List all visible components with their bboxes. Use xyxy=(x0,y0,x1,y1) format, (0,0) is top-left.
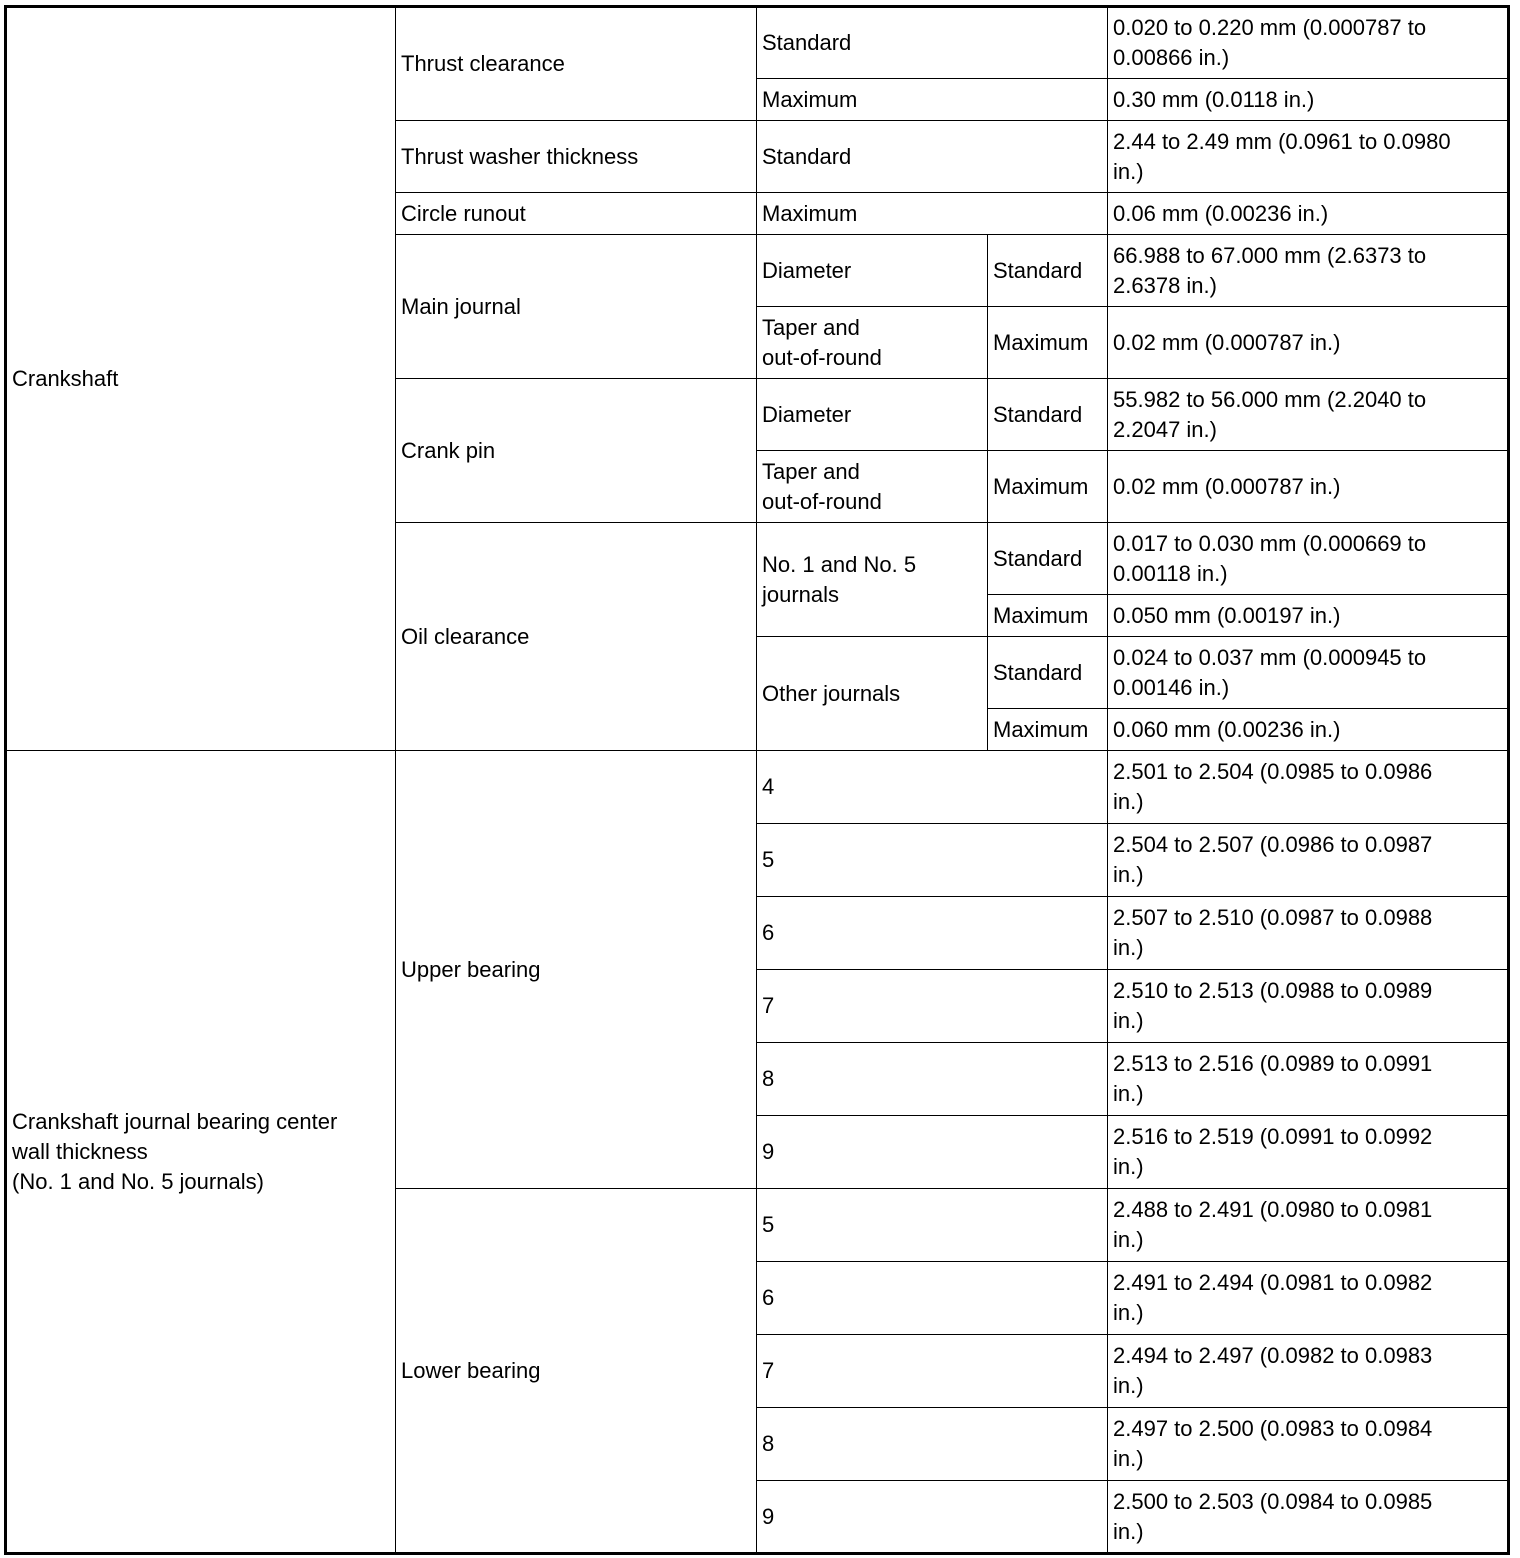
value-cell: 2.491 to 2.494 (0.0981 to 0.0982 in.) xyxy=(1108,1262,1509,1335)
item-cell: Lower bearing xyxy=(396,1189,757,1554)
condition-cell: Maximum xyxy=(988,709,1108,751)
condition-cell: Standard xyxy=(988,637,1108,709)
item-cell: Crank pin xyxy=(396,379,757,523)
item-cell: Circle runout xyxy=(396,193,757,235)
value-cell: 0.02 mm (0.000787 in.) xyxy=(1108,451,1509,523)
condition-cell: Maximum xyxy=(988,451,1108,523)
item-cell: Main journal xyxy=(396,235,757,379)
item-cell: Thrust clearance xyxy=(396,7,757,121)
value-cell: 0.050 mm (0.00197 in.) xyxy=(1108,595,1509,637)
group-cell: Crankshaft journal bearing center wall thickness (No. 1 and No. 5 journals) xyxy=(6,751,396,1554)
mark-cell: 7 xyxy=(757,970,1108,1043)
item-cell: Thrust washer thickness xyxy=(396,121,757,193)
value-cell: 2.494 to 2.497 (0.0982 to 0.0983 in.) xyxy=(1108,1335,1509,1408)
mark-cell: 5 xyxy=(757,1189,1108,1262)
value-cell: 0.06 mm (0.00236 in.) xyxy=(1108,193,1509,235)
mark-cell: 8 xyxy=(757,1043,1108,1116)
value-cell: 0.020 to 0.220 mm (0.000787 to 0.00866 in.) xyxy=(1108,7,1509,79)
sub-item-cell: Taper and out-of-round xyxy=(757,451,988,523)
group-cell: Crankshaft xyxy=(6,7,396,751)
item-cell: Oil clearance xyxy=(396,523,757,751)
value-cell: 0.02 mm (0.000787 in.) xyxy=(1108,307,1509,379)
condition-cell: Maximum xyxy=(757,193,1108,235)
condition-cell: Standard xyxy=(757,121,1108,193)
mark-cell: 8 xyxy=(757,1408,1108,1481)
mark-cell: 9 xyxy=(757,1116,1108,1189)
value-cell: 0.060 mm (0.00236 in.) xyxy=(1108,709,1509,751)
mark-cell: 7 xyxy=(757,1335,1108,1408)
mark-cell: 5 xyxy=(757,824,1108,897)
mark-cell: 6 xyxy=(757,897,1108,970)
condition-cell: Maximum xyxy=(988,307,1108,379)
value-cell: 2.513 to 2.516 (0.0989 to 0.0991 in.) xyxy=(1108,1043,1509,1116)
condition-cell: Standard xyxy=(988,235,1108,307)
condition-cell: Maximum xyxy=(757,79,1108,121)
value-cell: 0.017 to 0.030 mm (0.000669 to 0.00118 in.) xyxy=(1108,523,1509,595)
value-cell: 2.507 to 2.510 (0.0987 to 0.0988 in.) xyxy=(1108,897,1509,970)
value-cell: 66.988 to 67.000 mm (2.6373 to 2.6378 in.) xyxy=(1108,235,1509,307)
mark-cell: 4 xyxy=(757,751,1108,824)
value-cell: 55.982 to 56.000 mm (2.2040 to 2.2047 in.) xyxy=(1108,379,1509,451)
spec-table xyxy=(4,5,1510,1555)
value-cell: 2.497 to 2.500 (0.0983 to 0.0984 in.) xyxy=(1108,1408,1509,1481)
item-cell: Upper bearing xyxy=(396,751,757,1189)
sub-item-cell: Diameter xyxy=(757,235,988,307)
mark-cell: 9 xyxy=(757,1481,1108,1554)
value-cell: 2.504 to 2.507 (0.0986 to 0.0987 in.) xyxy=(1108,824,1509,897)
value-cell: 2.516 to 2.519 (0.0991 to 0.0992 in.) xyxy=(1108,1116,1509,1189)
table-row xyxy=(6,751,1509,824)
sub-item-cell: Diameter xyxy=(757,379,988,451)
sub-item-cell: No. 1 and No. 5 journals xyxy=(757,523,988,637)
value-cell: 2.488 to 2.491 (0.0980 to 0.0981 in.) xyxy=(1108,1189,1509,1262)
sub-item-cell: Taper and out-of-round xyxy=(757,307,988,379)
condition-cell: Standard xyxy=(988,379,1108,451)
value-cell: 0.30 mm (0.0118 in.) xyxy=(1108,79,1509,121)
value-cell: 0.024 to 0.037 mm (0.000945 to 0.00146 in.) xyxy=(1108,637,1509,709)
value-cell: 2.44 to 2.49 mm (0.0961 to 0.0980 in.) xyxy=(1108,121,1509,193)
condition-cell: Maximum xyxy=(988,595,1108,637)
mark-cell: 6 xyxy=(757,1262,1108,1335)
sub-item-cell: Other journals xyxy=(757,637,988,751)
value-cell: 2.500 to 2.503 (0.0984 to 0.0985 in.) xyxy=(1108,1481,1509,1554)
table-row xyxy=(6,7,1509,79)
condition-cell: Standard xyxy=(757,7,1108,79)
value-cell: 2.501 to 2.504 (0.0985 to 0.0986 in.) xyxy=(1108,751,1509,824)
condition-cell: Standard xyxy=(988,523,1108,595)
value-cell: 2.510 to 2.513 (0.0988 to 0.0989 in.) xyxy=(1108,970,1509,1043)
